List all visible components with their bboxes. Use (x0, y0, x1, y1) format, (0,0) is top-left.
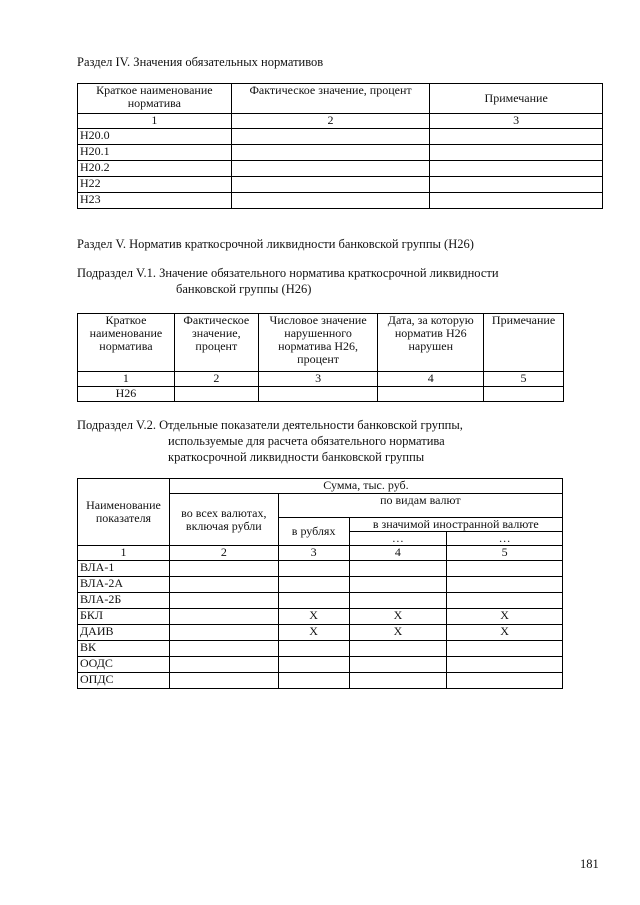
sub2-cell: Х (447, 609, 563, 625)
sub2-colnum: 1 (78, 546, 170, 561)
sub2-row-name: ВЛА-2А (78, 577, 170, 593)
sub2-cell (349, 593, 447, 609)
sub2-title-line1: Подраздел V.2. Отдельные показатели деятельности банковской группы, (77, 418, 463, 432)
s4-cell (231, 129, 430, 145)
sub2-header-foreign: в значимой иностранной валюте (349, 518, 562, 532)
sub1-header-date: Дата, за которую норматив Н26 нарушен (378, 314, 484, 372)
s4-header-name: Краткое наименование норматива (78, 84, 232, 114)
sub2-cell (169, 657, 278, 673)
sub2-cell (349, 641, 447, 657)
sub2-cell: Х (278, 625, 349, 641)
sub2-colnum: 5 (447, 546, 563, 561)
s4-colnum: 2 (231, 114, 430, 129)
table-row (78, 609, 563, 625)
sub2-cell (278, 561, 349, 577)
sub1-colnum: 3 (258, 372, 378, 387)
sub2-cell (447, 673, 563, 689)
sub2-header-ellipsis: … (349, 532, 447, 546)
sub2-cell (349, 577, 447, 593)
s4-row-name: Н20.0 (78, 129, 232, 145)
sub2-row-name: БКЛ (78, 609, 170, 625)
sub2-header-sum: Сумма, тыс. руб. (169, 479, 562, 494)
s4-cell (430, 161, 603, 177)
sub2-cell (169, 641, 278, 657)
sub2-cell (278, 641, 349, 657)
sub1-table (77, 313, 564, 402)
sub2-cell (169, 593, 278, 609)
sub2-header-ellipsis: … (447, 532, 563, 546)
sub1-cell (484, 387, 564, 402)
sub2-cell (447, 561, 563, 577)
sub1-title-line1: Подраздел V.1. Значение обязательного норматива краткосрочной ликвидности (77, 266, 499, 280)
table-row (78, 593, 563, 609)
sub2-cell (169, 577, 278, 593)
sub2-cell: Х (349, 609, 447, 625)
sub1-cell (174, 387, 258, 402)
sub2-row-name: ООДС (78, 657, 170, 673)
sub2-row-name: ДАИВ (78, 625, 170, 641)
sub2-row-name: ВЛА-2Б (78, 593, 170, 609)
sub2-colnum: 3 (278, 546, 349, 561)
sub1-header-note: Примечание (484, 314, 564, 372)
s4-header-value: Фактическое значение, процент (231, 84, 430, 114)
table-row (78, 161, 603, 177)
sub2-cell (349, 657, 447, 673)
sub2-table (77, 478, 563, 689)
sub1-colnum: 2 (174, 372, 258, 387)
sub2-title-line3: краткосрочной ликвидности банковской группы (168, 450, 425, 464)
s4-header-note: Примечание (430, 84, 603, 114)
section5-title: Раздел V. Норматив краткосрочной ликвидности банковской группы (Н26) (77, 237, 474, 251)
table-row (78, 193, 603, 209)
sub2-header-rub: в рублях (278, 518, 349, 546)
s4-cell (231, 193, 430, 209)
section4-table (77, 83, 603, 209)
sub2-colnum: 4 (349, 546, 447, 561)
sub2-header-all-currencies: во всех валютах, включая рубли (169, 494, 278, 546)
sub2-header-name: Наименование показателя (78, 479, 170, 546)
sub2-cell (278, 593, 349, 609)
s4-cell (430, 129, 603, 145)
sub1-colnum: 4 (378, 372, 484, 387)
sub2-cell: Х (447, 625, 563, 641)
s4-cell (430, 145, 603, 161)
s4-cell (430, 177, 603, 193)
sub1-cell (378, 387, 484, 402)
sub2-cell (447, 657, 563, 673)
table-row (78, 657, 563, 673)
sub2-title-line2: используемые для расчета обязательного норматива (168, 434, 445, 448)
page-number: 181 (580, 857, 599, 871)
table-row (78, 577, 563, 593)
sub2-cell: Х (349, 625, 447, 641)
sub2-cell (278, 657, 349, 673)
sub1-colnum: 5 (484, 372, 564, 387)
table-row (78, 625, 563, 641)
s4-cell (231, 161, 430, 177)
sub2-cell (169, 625, 278, 641)
sub2-cell (169, 673, 278, 689)
sub2-cell (169, 561, 278, 577)
sub2-row-name: ВЛА-1 (78, 561, 170, 577)
sub1-title-line2: банковской группы (Н26) (176, 282, 312, 296)
s4-cell (231, 145, 430, 161)
section4-title: Раздел IV. Значения обязательных нормативов (77, 55, 324, 69)
sub2-cell (349, 673, 447, 689)
sub2-row-name: ОПДС (78, 673, 170, 689)
sub1-row-name: Н26 (78, 387, 175, 402)
s4-colnum: 1 (78, 114, 232, 129)
sub2-cell: Х (278, 609, 349, 625)
sub2-header-by-type: по видам валют (278, 494, 562, 518)
table-row (78, 641, 563, 657)
sub2-cell (278, 673, 349, 689)
s4-row-name: Н23 (78, 193, 232, 209)
table-row (78, 387, 564, 402)
sub1-colnum: 1 (78, 372, 175, 387)
sub1-header-name: Краткое наименование норматива (78, 314, 175, 372)
s4-row-name: Н20.1 (78, 145, 232, 161)
table-row (78, 129, 603, 145)
table-row (78, 673, 563, 689)
sub2-cell (447, 641, 563, 657)
sub1-header-breach-value: Числовое значение нарушенного норматива Н26, процент (258, 314, 378, 372)
sub2-row-name: ВК (78, 641, 170, 657)
sub2-cell (447, 593, 563, 609)
sub2-colnum: 2 (169, 546, 278, 561)
s4-row-name: Н22 (78, 177, 232, 193)
sub1-header-value: Фактическое значение, процент (174, 314, 258, 372)
sub2-cell (169, 609, 278, 625)
s4-cell (430, 193, 603, 209)
table-row (78, 177, 603, 193)
sub2-cell (278, 577, 349, 593)
sub2-cell (447, 577, 563, 593)
s4-colnum: 3 (430, 114, 603, 129)
sub2-cell (349, 561, 447, 577)
s4-cell (231, 177, 430, 193)
table-row (78, 145, 603, 161)
s4-row-name: Н20.2 (78, 161, 232, 177)
sub1-cell (258, 387, 378, 402)
table-row (78, 561, 563, 577)
